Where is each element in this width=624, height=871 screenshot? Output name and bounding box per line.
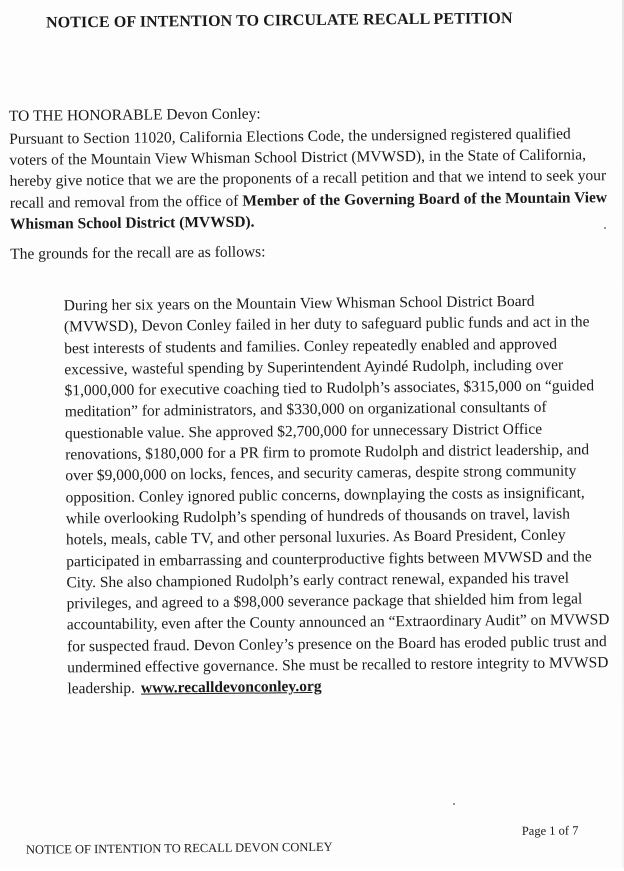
grounds-heading: The grounds for the recall are as follows:: [10, 243, 266, 263]
intro-text: Pursuant to Section 11020, California Elections Code, the undersigned registered qualified voters of the Mountain View Whisman School District (MVWSD), in the State of California, hereby give notice that we are the proponents of a recall petition and that we intend to seek your recall and removal from the office of: [9, 125, 607, 212]
footer-title: NOTICE OF INTENTION TO RECALL DEVON CONLEY: [25, 839, 333, 857]
intro-paragraph: [9, 123, 610, 235]
document-title: NOTICE OF INTENTION TO CIRCULATE RECALL PETITION: [45, 10, 513, 32]
grounds-text: During her six years on the Mountain View Whisman School District Board (MVWSD), Devon Conley failed in her duty to safeguard public funds and act in the best interests of students and families. Conley repeatedly enabled and approved excessive, wasteful spending by Superintendent Ayindé Rudolph, including over $1,000,000 for executive coaching tied to Rudolph’s associates, $315,000 on “guided meditation” for administrators, and $330,000 on organizational consultants of questionable value. She approved $2,700,000 for unnecessary District Office renovations, $180,000 for a PR firm to promote Rudolph and district leadership, and over $9,000,000 on locks, fences, and security cameras, despite strong community opposition. Conley ignored public concerns, downplaying the costs as insignificant, while overlooking Rudolph’s spending of hundreds of thousands on travel, lavish hotels, meals, cable TV, and other personal luxuries. As Board President, Conley participated in embarrassing and counterproductive fights between MVWSD and the City. She also championed Rudolph’s early contract renewal, expanded his travel privileges, and agreed to a $98,000 severance package that shielded him from legal accountability, even after the County announced an “Extraordinary Audit” on MVWSD for suspected fraud. Devon Conley’s presence on the Board has eroded public trust and undermined effective governance. She must be recalled to restore integrity to MVWSD leadership.: [63, 292, 610, 698]
grounds-paragraph: [64, 290, 613, 700]
salutation: TO THE HONORABLE Devon Conley:: [8, 105, 261, 125]
scan-speck: [453, 803, 455, 805]
office-title: Member of the Governing Board of the Mountain View Whisman School District (MVWSD).: [9, 188, 608, 233]
page-number: Page 1 of 7: [521, 823, 579, 839]
website-link[interactable]: www.recalldevonconley.org: [140, 678, 322, 697]
scan-speck: [604, 227, 606, 229]
